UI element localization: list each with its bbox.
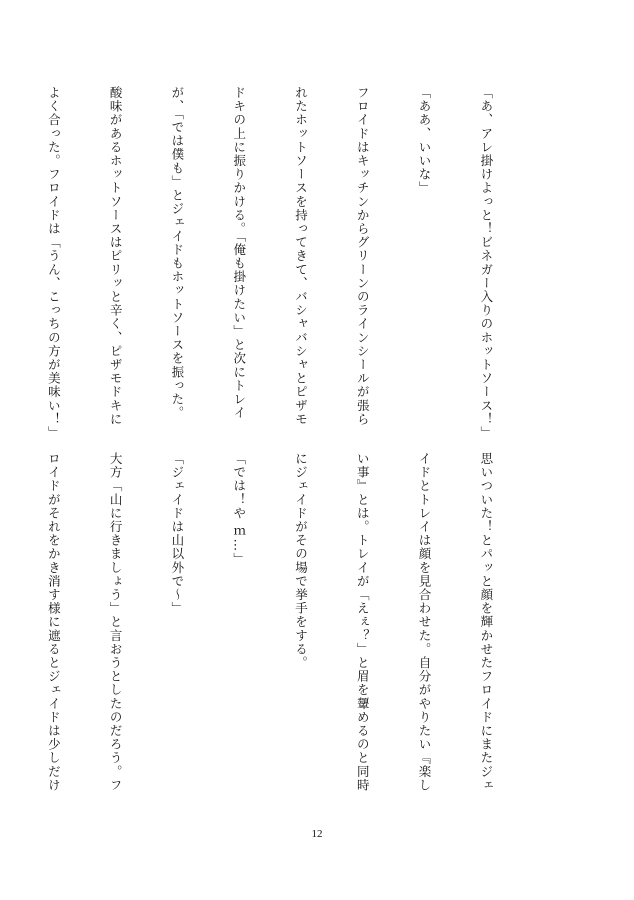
top-text-block xyxy=(0,86,537,446)
page-number: 12 xyxy=(311,828,323,840)
text-line: イドとトレイは顔を見合わせた。自分がやりたい『楽し xyxy=(417,452,433,792)
text-line: 思いついた！とパッと顔を輝かせたフロイドにまたジェ xyxy=(478,452,494,792)
text-line: よく合った。フロイドは「うん、こっちの方が美味い！」 xyxy=(46,86,62,440)
text-line: い事』とは。トレイが「えぇ？」と眉を顰めるのと同時 xyxy=(355,452,371,792)
text-line: にジェイドがその場で挙手をする。 xyxy=(293,452,309,670)
text-line: 「あ、アレ掛けよっと！ビネガー入りのホットソース！」 xyxy=(478,86,494,440)
text-line: 「ジェイドは山以外で～」 xyxy=(169,452,185,616)
bottom-text-block xyxy=(0,452,537,812)
text-line: 「ああ、いいな」 xyxy=(417,86,433,195)
text-line: れたホットソースを持ってきて、バシャバシャとピザモ xyxy=(293,86,309,426)
text-line: 「では！や ｍ…」 xyxy=(231,452,247,566)
text-line: フロイドはキッチンからグリーンのラインシールが張ら xyxy=(355,86,371,426)
text-line: が、「では僕も」とジェイドもホットソースを振った。 xyxy=(169,86,185,420)
text-line xyxy=(0,86,2,446)
text-line xyxy=(0,452,2,812)
text-line: ロイドがそれをかき消す様に遮るとジェイドは少しだけ xyxy=(46,452,62,792)
text-line: 酸味があるホットソースはピリッと辛く、ピザモドキに xyxy=(108,86,124,426)
text-line: 大方「山に行きましょう」と言おうとしたのだろう。フ xyxy=(108,452,124,792)
text-line: ドキの上に振りかける。「俺も掛けたい」と次にトレイ xyxy=(231,86,247,420)
